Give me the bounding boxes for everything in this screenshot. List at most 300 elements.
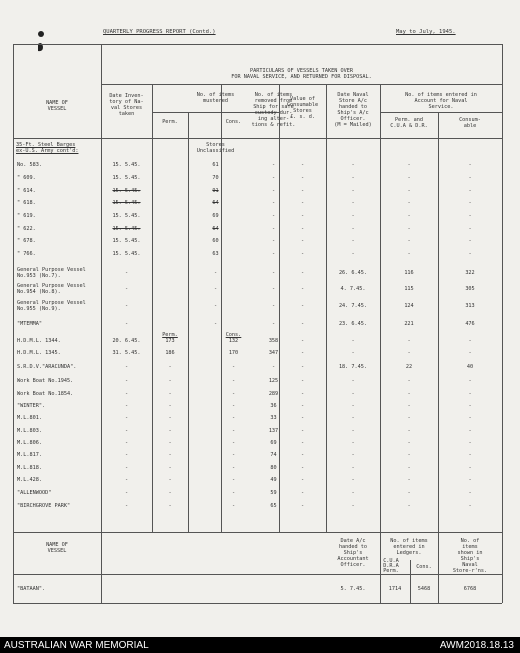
entered-perm-cell: - (407, 440, 411, 446)
col-date-naval-header: (M = Mailed) (334, 122, 372, 128)
vessel-name: H.D.M.L. 1345. (17, 350, 61, 356)
btm-col-date-header: Accountant (337, 556, 369, 562)
date-inventory-cell: 15. 5.45. (112, 238, 141, 244)
entered-col-rule (438, 112, 439, 603)
value-cell: - (300, 452, 305, 458)
mustered-cell: - (213, 321, 218, 327)
col-date-naval-header: Ship's A/c (337, 110, 369, 116)
entered-cons-cell: - (468, 378, 472, 384)
removed-cell: 59 (270, 490, 277, 496)
entered-cons-cell: - (468, 440, 472, 446)
entered-perm-cell: 22 (405, 364, 413, 370)
mustered-perm-cell: - (168, 391, 172, 397)
value-cell: - (300, 286, 305, 292)
entered-cons-cell: - (468, 391, 472, 397)
btm-col-name-header: VESSEL (47, 548, 67, 554)
naval-date-cell: - (351, 440, 355, 446)
mustered-cons-cell: - (231, 503, 236, 509)
vessel-name: General Purpose Vessel (17, 283, 86, 289)
entered-perm-cell: - (407, 428, 411, 434)
vessel-name: M.L.818. (17, 465, 42, 471)
page-bottom-rule (13, 603, 502, 604)
naval-date-cell: - (351, 428, 355, 434)
value-cell: - (300, 303, 305, 309)
naval-date-cell: - (351, 490, 355, 496)
vessel-name: "MTEMMA" (17, 321, 42, 327)
mustered-cell: 60 (212, 238, 219, 244)
value-cell: - (300, 477, 305, 483)
vessel-name: " 619. (17, 213, 36, 219)
stores-note: Unclassified (196, 148, 235, 154)
col-entered-header: Service. (428, 104, 454, 110)
vessel-name: No.955 (No.9). (17, 306, 61, 312)
removed-cell: 80 (270, 465, 277, 471)
entered-cons-cell: - (468, 162, 472, 168)
btm-col-shown-header: No. of (460, 538, 480, 544)
btm-col-entered-header: No. of items (390, 538, 428, 544)
entered-cons-cell: - (468, 200, 472, 206)
col-perm-header: Perm. (162, 119, 178, 125)
btm-col-entered-header: entered in (393, 544, 425, 550)
naval-date-cell: - (351, 465, 355, 471)
value-cell: - (300, 503, 305, 509)
group-header-line: PARTICULARS OF VESSELS TAKEN OVER (249, 68, 354, 74)
removed-cell: - (271, 364, 276, 370)
archive-footer (0, 637, 520, 653)
naval-date-cell: - (351, 226, 355, 232)
naval-date-cell: - (351, 162, 355, 168)
mustered-cons-cell: 170 (228, 350, 239, 356)
col-date-naval-header: Store A/c (338, 98, 368, 104)
btm-date-cell: 5. 7.45. (340, 586, 366, 592)
mustered-cell: 64 (212, 226, 219, 232)
entered-perm-cell: - (407, 175, 411, 181)
vessel-name: M.L.428. (17, 477, 42, 483)
vessel-name: Work Boat No.1854. (17, 391, 74, 397)
section-heading: ex-U.S. Army cont'd: (16, 148, 79, 154)
mustered-perm-cell: 173 (165, 338, 175, 344)
entered-perm-cell: - (407, 213, 411, 219)
value-cell: - (300, 213, 305, 219)
vessel-name: " 609. (17, 175, 36, 181)
col-value-header: £. s. d. (290, 114, 315, 120)
value-cell: - (300, 350, 305, 356)
entered-cons-cell: - (468, 213, 472, 219)
mustered-cons-cell: - (231, 403, 236, 409)
value-cell: - (300, 251, 305, 257)
naval-date-cell: - (351, 403, 355, 409)
removed-cell: 137 (268, 428, 279, 434)
btm-shown-cell: 6768 (463, 586, 477, 592)
naval-date-cell: - (351, 503, 355, 509)
mustered-cons-cell: - (231, 465, 236, 471)
vessel-name: No.954 (No.8). (17, 289, 61, 295)
vessel-name: "BIRCHGROVE PARK" (17, 503, 71, 509)
removed-cell: 347 (268, 350, 279, 356)
date-inventory-cell: - (124, 286, 129, 292)
entered-perm-cell: - (407, 238, 411, 244)
removed-cell: 33 (270, 415, 277, 421)
date-inventory-cell: 15. 5.45. (112, 175, 141, 181)
mustered-cell: 69 (212, 213, 219, 219)
vessel-name: No.953 (No.7). (17, 273, 61, 279)
vessel-name: M.L.803. (17, 428, 42, 434)
removed-cell: 125 (268, 378, 279, 384)
inline-perm-label: Perm. (162, 332, 178, 338)
btm-col-date-header: Officer. (340, 562, 366, 568)
value-cell: - (300, 364, 305, 370)
mustered-cons-cell: - (231, 490, 236, 496)
btm-vessel-name: "BATAAN". (17, 586, 46, 592)
value-cell: - (300, 188, 305, 194)
mustered-cell: - (213, 303, 218, 309)
group-header-line: FOR NAVAL SERVICE, AND RETURNED FOR DISPOSAL. (231, 74, 372, 80)
value-cell: - (300, 200, 305, 206)
naval-date-cell: - (351, 213, 355, 219)
mustered-cons-cell: - (231, 440, 236, 446)
date-inventory-cell: 15. 5.45. (112, 213, 141, 219)
btm-col-name-header: NAME OF (46, 542, 68, 548)
removed-cell: 358 (268, 338, 279, 344)
col-items-mustered-header: mustered (203, 98, 228, 104)
value-cell: - (300, 415, 305, 421)
date-inventory-cell: 15. 5.45. (112, 251, 141, 257)
naval-date-cell: 26. 6.45. (338, 270, 368, 276)
col-removed-header: tions & refit. (251, 122, 296, 128)
entered-cons-cell: 322 (465, 270, 475, 276)
removed-cell: 69 (270, 440, 277, 446)
col-name-header: NAME OF (46, 100, 68, 106)
vessel-name: Work Boat No.1945. (17, 378, 74, 384)
vessel-name: S.R.D.V."ARACUNDA". (17, 364, 77, 370)
left-border (13, 44, 14, 603)
naval-date-cell: 23. 6.45. (338, 321, 368, 327)
entered-perm-cell: - (407, 415, 411, 421)
btm-col-cons-header: Cons. (416, 564, 432, 570)
entered-cons-cell: 305 (465, 286, 475, 292)
removed-cell: - (271, 270, 276, 276)
removed-cell: - (271, 238, 276, 244)
entered-perm-cell: - (407, 162, 411, 168)
col-removed-header: ing alter- (257, 116, 290, 122)
col-date-inventory-header: Date Inven- (109, 93, 144, 99)
value-cell: - (300, 175, 305, 181)
btm-col-shown-header: Naval (462, 562, 478, 568)
mustered-cell: 91 (212, 188, 219, 194)
stores-note: Stores (206, 142, 225, 148)
mustered-perm-cell: - (168, 477, 172, 483)
date-inventory-cell: 31. 5.45. (112, 350, 141, 356)
table-top-rule (13, 44, 502, 45)
removed-cell: 49 (270, 477, 277, 483)
col-name-header: VESSEL (47, 106, 67, 112)
entered-perm-cell: 124 (404, 303, 414, 309)
btm-col-entered-header: Ledgers. (396, 550, 422, 556)
mustered-cons-cell: - (231, 378, 236, 384)
vessel-name: " 766. (17, 251, 36, 257)
btm-col-cua-header: D.R.A (383, 563, 399, 569)
mustered-cell: 61 (212, 162, 219, 168)
group-header-rule (101, 84, 502, 85)
date-inventory-cell: - (124, 415, 129, 421)
mustered-cons-cell: - (231, 364, 236, 370)
naval-date-cell: - (351, 238, 355, 244)
date-inventory-cell: 15. 5.45. (112, 162, 141, 168)
entered-cons-cell: - (468, 490, 472, 496)
entered-cons-cell: 313 (465, 303, 475, 309)
entered-perm-cell: - (407, 338, 411, 344)
date-inventory-cell: 15. 5.45. (112, 226, 141, 232)
entered-perm-cell: 221 (404, 321, 414, 327)
btm-col-date-header: Ship's (343, 550, 363, 556)
entered-cons-cell: - (468, 175, 472, 181)
col-date-inventory-header: val Stores (110, 105, 143, 111)
section-heading: 35-Ft. Steel Barges (16, 142, 76, 148)
removed-cell: - (271, 303, 276, 309)
date-inventory-cell: - (124, 490, 129, 496)
btm-cua-cell: 1714 (388, 586, 402, 592)
footer-institution: AUSTRALIAN WAR MEMORIAL (4, 640, 149, 651)
col-removed-header: Ship for safe (253, 104, 294, 110)
btm-col-shown-header: shown in (457, 550, 483, 556)
date-inventory-cell: - (124, 378, 129, 384)
entered-cons-cell: - (468, 226, 472, 232)
mustered-cell: - (213, 270, 218, 276)
naval-date-cell: - (351, 200, 355, 206)
right-border (502, 44, 503, 603)
mustered-cons-cell: - (231, 428, 236, 434)
removed-cell: - (271, 200, 276, 206)
entered-cons-cell: - (468, 477, 472, 483)
col-entered-cons-header: able (463, 123, 477, 129)
vessel-name: " 614. (17, 188, 36, 194)
entered-cons-cell: - (468, 251, 472, 257)
mustered-perm-cell: - (168, 465, 172, 471)
date-inventory-cell: - (124, 403, 129, 409)
date-inventory-cell: - (124, 364, 129, 370)
mustered-perm-cell: - (168, 364, 172, 370)
removed-cell: - (271, 251, 276, 257)
entered-perm-cell: - (407, 251, 411, 257)
removed-cell: - (271, 321, 276, 327)
naval-date-cell: - (351, 452, 355, 458)
punch-hole-mark (34, 28, 48, 56)
col-removed-header: removed from (254, 98, 293, 104)
date-inventory-cell: - (124, 503, 129, 509)
date-inventory-cell: 15. 5.45. (112, 200, 141, 206)
value-cell: - (300, 428, 305, 434)
col-date-naval-header: Officer. (340, 116, 366, 122)
btm-col-shown-header: Ship's (460, 556, 480, 562)
removed-cell: - (271, 226, 276, 232)
date-inventory-cell: - (124, 321, 129, 327)
btm-col-date-header: Date A/c (340, 538, 366, 544)
value-cell: - (300, 162, 305, 168)
entered-sub-rule (380, 112, 502, 113)
col-value-header: Stores (293, 108, 312, 114)
entered-cons-cell: - (468, 188, 472, 194)
col-removed-header: custody dur- (254, 110, 293, 116)
report-title: QUARTERLY PROGRESS REPORT (Contd.) (103, 29, 216, 35)
vessel-name: " 618. (17, 200, 36, 206)
entered-cons-cell: - (468, 338, 472, 344)
mustered-perm-cell: - (168, 403, 172, 409)
vessel-name: General Purpose Vessel (17, 300, 86, 306)
naval-date-cell: - (351, 188, 355, 194)
naval-date-cell: - (351, 338, 355, 344)
entered-perm-cell: - (407, 490, 411, 496)
entered-cons-cell: - (468, 428, 472, 434)
vessel-name: M.L.801. (17, 415, 42, 421)
entered-cons-cell: 40 (466, 364, 474, 370)
entered-perm-cell: - (407, 477, 411, 483)
entered-perm-cell: - (407, 391, 411, 397)
mustered-cell: 64 (212, 200, 219, 206)
value-cell: - (300, 403, 305, 409)
main-table-bottom-rule (13, 532, 502, 533)
col-entered-header: No. of items entered in (405, 92, 477, 98)
mustered-cons-cell: 132 (228, 338, 239, 344)
mustered-perm-cell: - (168, 503, 172, 509)
removed-cell: 74 (270, 452, 277, 458)
value-cell: - (300, 338, 305, 344)
header-bottom-rule (13, 138, 502, 139)
mustered-perm-cell: - (168, 452, 172, 458)
date-inventory-cell: - (124, 452, 129, 458)
btm-cons-cell: 5468 (417, 586, 431, 592)
naval-date-cell: - (351, 378, 355, 384)
vessel-name: " 622. (17, 226, 36, 232)
inline-cons-label: Cons. (225, 332, 242, 338)
vessel-name: M.L.806. (17, 440, 42, 446)
date-inventory-cell: - (124, 391, 129, 397)
btm-col-cua-header: Perm. (383, 568, 399, 574)
col-value-header: Value of (290, 96, 315, 102)
vessel-name: No. 583. (17, 162, 42, 168)
entered-cons-cell: - (468, 503, 472, 509)
mustered-perm-cell: 186 (165, 350, 175, 356)
mustered-cons-cell: - (231, 477, 236, 483)
vessel-name: " 678. (17, 238, 36, 244)
entered-perm-cell: - (407, 350, 411, 356)
btm-col-shown-header: items (462, 544, 478, 550)
removed-cell: - (271, 213, 276, 219)
mustered-cell: 70 (212, 175, 219, 181)
removed-cell: 289 (268, 391, 279, 397)
col-date-naval-header: Date Naval (337, 92, 369, 98)
col-entered-cons-header: Consum- (459, 117, 481, 123)
mustered-cell: - (213, 286, 218, 292)
naval-date-cell: - (351, 350, 355, 356)
naval-date-cell: - (351, 251, 355, 257)
btm-col-cua-header: C.U.A (383, 558, 399, 564)
naval-date-cell: 4. 7.45. (340, 286, 366, 292)
entered-perm-cell: - (407, 452, 411, 458)
date-inventory-cell: - (124, 428, 129, 434)
entered-perm-cell: - (407, 403, 411, 409)
removed-cell: - (271, 162, 276, 168)
naval-date-cell: 18. 7.45. (338, 364, 368, 370)
entered-perm-cell: - (407, 200, 411, 206)
entered-cons-cell: - (468, 465, 472, 471)
footer-accession: AWM2018.18.13 (439, 640, 514, 651)
entered-perm-cell: - (407, 503, 411, 509)
vessel-name: General Purpose Vessel (17, 267, 86, 273)
mustered-perm-cell: - (168, 415, 172, 421)
date-inventory-cell: 15. 5.45. (112, 188, 141, 194)
col-items-mustered-header: No. of items (196, 92, 235, 98)
vessel-name: "WINTER". (17, 403, 46, 409)
col-entered-perm-header: C.U.A & D.R. (390, 123, 428, 129)
entered-perm-cell: - (407, 188, 411, 194)
col-date-naval-header: handed to (338, 104, 368, 110)
date-inventory-cell: - (124, 440, 129, 446)
col-entered-perm-header: Perm. and (394, 117, 424, 123)
removed-cell: - (271, 175, 276, 181)
date-inventory-cell: 20. 6.45. (112, 338, 141, 344)
value-cell: - (300, 226, 305, 232)
naval-date-cell: - (351, 175, 355, 181)
col-date-inventory-header: tory of Na- (109, 99, 144, 105)
entered-perm-cell: 115 (404, 286, 414, 292)
value-cell: - (300, 238, 305, 244)
vessel-name: "ALLENWOOD" (17, 490, 52, 496)
date-inventory-cell: - (124, 477, 129, 483)
col-date-inventory-header: taken (118, 111, 135, 117)
value-cell: - (300, 321, 305, 327)
mustered-cell: 63 (212, 251, 219, 257)
entered-cons-cell: 476 (465, 321, 475, 327)
naval-date-cell: - (351, 477, 355, 483)
entered-cons-cell: - (468, 452, 472, 458)
value-cell: - (300, 490, 305, 496)
btm-col-date-header: handed to (338, 544, 368, 550)
bottom-header-rule (13, 574, 502, 575)
entered-perm-cell: - (407, 226, 411, 232)
value-cell: - (300, 391, 305, 397)
col-entered-header: Account for Naval (414, 98, 468, 104)
col-cons-header: Cons. (225, 119, 242, 125)
date-inventory-cell: - (124, 465, 129, 471)
entered-perm-cell: 116 (404, 270, 414, 276)
naval-date-cell: 24. 7.45. (338, 303, 368, 309)
date-inventory-cell: - (124, 270, 129, 276)
value-cell: - (300, 465, 305, 471)
value-cell: - (300, 440, 305, 446)
mustered-cons-cell: - (231, 415, 236, 421)
report-period: May to July, 1945. (396, 29, 456, 35)
removed-cell: - (271, 286, 276, 292)
entered-cons-cell: - (468, 238, 472, 244)
removed-cell: 65 (270, 503, 277, 509)
mustered-perm-cell: - (168, 440, 172, 446)
mustered-perm-cell: - (168, 490, 172, 496)
mustered-cons-cell: - (231, 391, 236, 397)
vessel-name: H.D.M.L. 1344. (17, 338, 61, 344)
removed-cell: - (271, 188, 276, 194)
removed-cell: 36 (270, 403, 277, 409)
mustered-perm-cell: - (168, 428, 172, 434)
col-value-header: Consumable (286, 102, 319, 108)
btm-col-shown-header: Store-r'ns. (452, 568, 488, 574)
date-inventory-cell: - (124, 303, 129, 309)
naval-date-cell: - (351, 415, 355, 421)
col-removed-header: No. of items (254, 92, 293, 98)
entered-cons-cell: - (468, 415, 472, 421)
value-cell: - (300, 270, 305, 276)
mustered-perm-cell: - (168, 378, 172, 384)
entered-perm-cell: - (407, 465, 411, 471)
